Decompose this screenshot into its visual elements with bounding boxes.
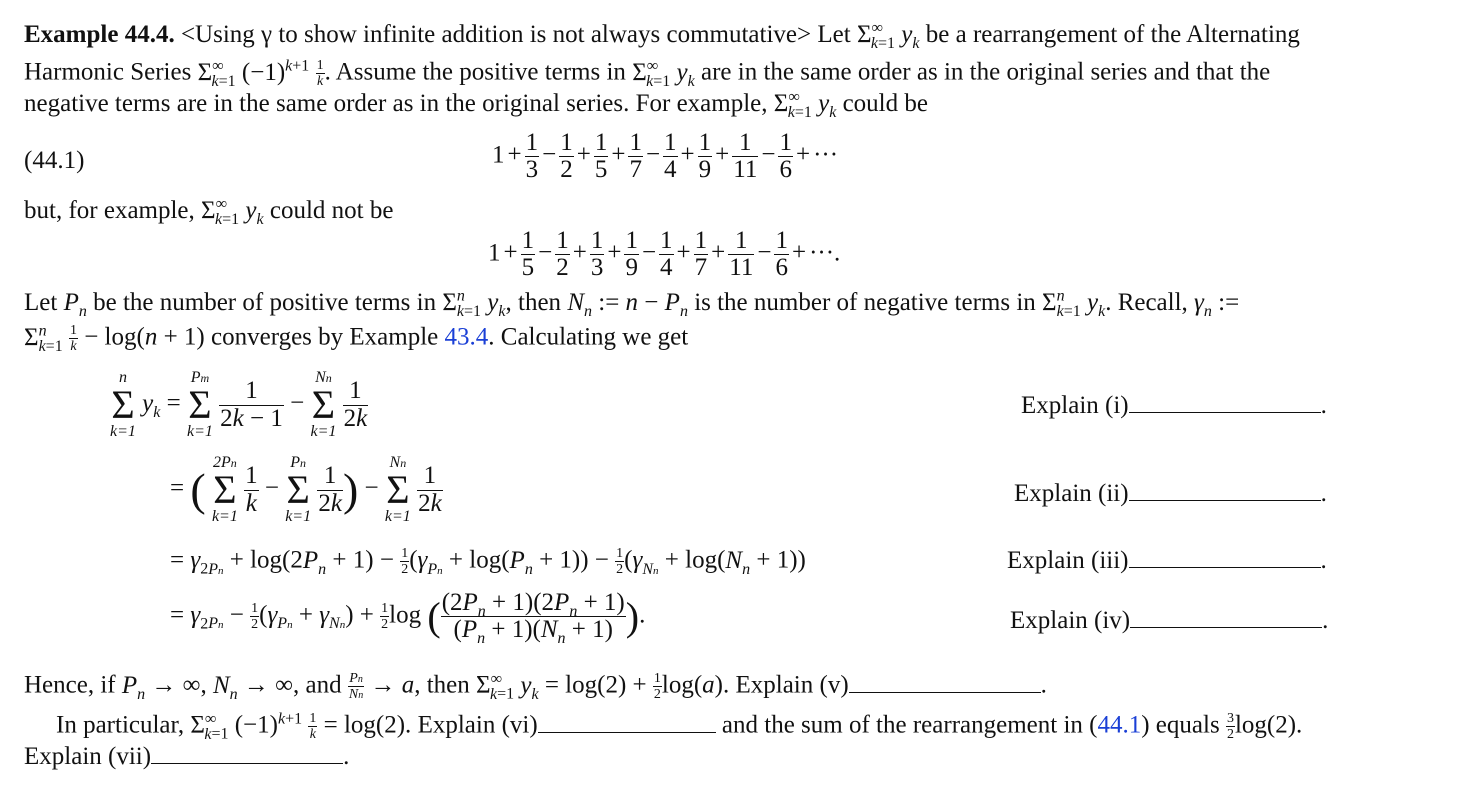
- answer-blank-v[interactable]: [849, 692, 1041, 693]
- example-line-1: [24, 19, 1300, 52]
- derivation-line-2: = ( 2Pn Σ k=1 $\frac{1}{k}$ − Pn Σ k=1 $\frac{1}{2k}$ ) − Nn Σ k=1 $\frac{1}{2k}$: [170, 454, 442, 525]
- example-line-2: Harmonic Series $\Sigma^\infty_{k=1}$ $(-1)^{k+1}$ $\frac{1}{k}$ . Assume the positive terms in $\Sigma^\infty_{k=1}$ $y_k$ are in the same order as in the original series and that the: [24, 57, 1271, 90]
- sum-yk-inline: $\Sigma^\infty_{k=1}$ $y_k$: [856, 19, 920, 52]
- intro-text: . Assume the positive terms in: [324, 58, 626, 86]
- series-term: 1: [492, 141, 505, 169]
- derivation-line-3: = $\gamma_{2Pn} + \log(2P_n + 1)$ − $\frac{1}{2}$ $(\gamma_{Pn} + \log(P_n + 1))$ − $\frac{1}{2}$ $(\gamma_{Nn} + \log(N_n + 1))$: [170, 546, 806, 578]
- let-line-1: Let $P_n$ be the number of positive terms in $\Sigma^n_{k=1}$ $y_k$, then $N_n$ := $n - P_n$ is the number of negative terms in $\Sigma^n_{k=1}$ $y_k$. Recall, $\gamma_n$ :=: [24, 287, 1240, 320]
- example-ref-link[interactable]: 43.4: [444, 323, 489, 351]
- explain-i: Explain (i) .: [1021, 392, 1327, 419]
- derivation-line-1: n Σ k=1 $y_k$ = Pm Σ k=1 $\frac{1}{2k - 1}$ − Nn Σ k=1 $\frac{1}{2k}$: [110, 369, 368, 440]
- intro-text: be a rearrangement of the Alternating: [925, 21, 1300, 48]
- let-line-2: $\Sigma^n_{k=1}$ $\frac{1}{k}$ − log(n + 1) converges by Example 43.4. Calculating we get: [24, 322, 689, 355]
- intro-text: Let: [817, 21, 851, 48]
- explain-ii: Explain (ii) .: [1014, 480, 1327, 507]
- answer-blank-i[interactable]: [1129, 412, 1321, 413]
- equation-label: (44.1): [24, 147, 85, 174]
- explain-iv: Explain (iv) .: [1010, 607, 1329, 634]
- example-title: Example 44.4.: [24, 21, 175, 48]
- intro-text: Harmonic Series: [24, 58, 192, 86]
- intro-text: could be: [842, 90, 928, 117]
- hence-line: Hence, if $P_n$ → ∞, $N_n$ → ∞, and $\frac{Pn}{Nn}$ → a, then $\Sigma^\infty_{k=1}$ $y_k = \log(2)$ + $\frac{1}{2}$ log(a). Explain (v) .: [24, 670, 1047, 703]
- answer-blank-vii[interactable]: [151, 763, 343, 764]
- particular-line: In particular, $\Sigma^\infty_{k=1}$ $(-1)^{k+1}$ $\frac{1}{k}$ = log(2). Explain (vi) and the sum of the rearrangement in (44.1) equals $\frac{3}{2}$ log(2).: [56, 710, 1303, 743]
- series-not-allowed: 1 + $\frac{1}{5}$ − $\frac{1}{2}$ + $\frac{1}{3}$ + $\frac{1}{9}$ − $\frac{1}{4}$ + $\frac{1}{7}$ + $\frac{1}{11}$ − $\frac{1}{6}$ + ···.: [488, 227, 841, 282]
- but-line: but, for example, $\Sigma^\infty_{k=1}$ $y_k$ could not be: [24, 195, 394, 228]
- explain-vii-line: Explain (vii) .: [24, 743, 350, 770]
- alt-harmonic-inline: $\Sigma^\infty_{k=1}$ $(-1)^{k+1}$ $\frac{1}{k}$: [197, 57, 324, 90]
- answer-blank-ii[interactable]: [1129, 500, 1321, 501]
- answer-blank-vi[interactable]: [538, 732, 716, 733]
- equation-ref-link[interactable]: 44.1: [1097, 711, 1142, 739]
- intro-text: are in the same order as in the original series and that the: [701, 58, 1271, 86]
- explain-iii: Explain (iii) .: [1007, 547, 1327, 574]
- example-heading: <Using γ to show infinite addition is not always commutative>: [180, 21, 812, 48]
- answer-blank-iv[interactable]: [1130, 627, 1322, 628]
- derivation-line-4: = $\gamma_{2Pn}$ − $\frac{1}{2}$ $(\gamma_{Pn} + \gamma_{Nn})$ + $\frac{1}{2}$ log ( $\frac{(2P_n + 1)(2P_n + 1)}{(P_n + 1)(N_n + 1)}$ ).: [170, 589, 646, 648]
- series-allowed: 1 + $\frac{1}{3}$ − $\frac{1}{2}$ + $\frac{1}{5}$ + $\frac{1}{7}$ − $\frac{1}{4}$ + $\frac{1}{9}$ + $\frac{1}{11}$ − $\frac{1}{6}$ + ···: [492, 129, 839, 184]
- intro-text: negative terms are in the same order as in the original series. For example,: [24, 90, 768, 117]
- answer-blank-iii[interactable]: [1129, 567, 1321, 568]
- example-line-3: negative terms are in the same order as in the original series. For example, $\Sigma^\infty_{k=1}$ $y_k$ could be: [24, 88, 928, 121]
